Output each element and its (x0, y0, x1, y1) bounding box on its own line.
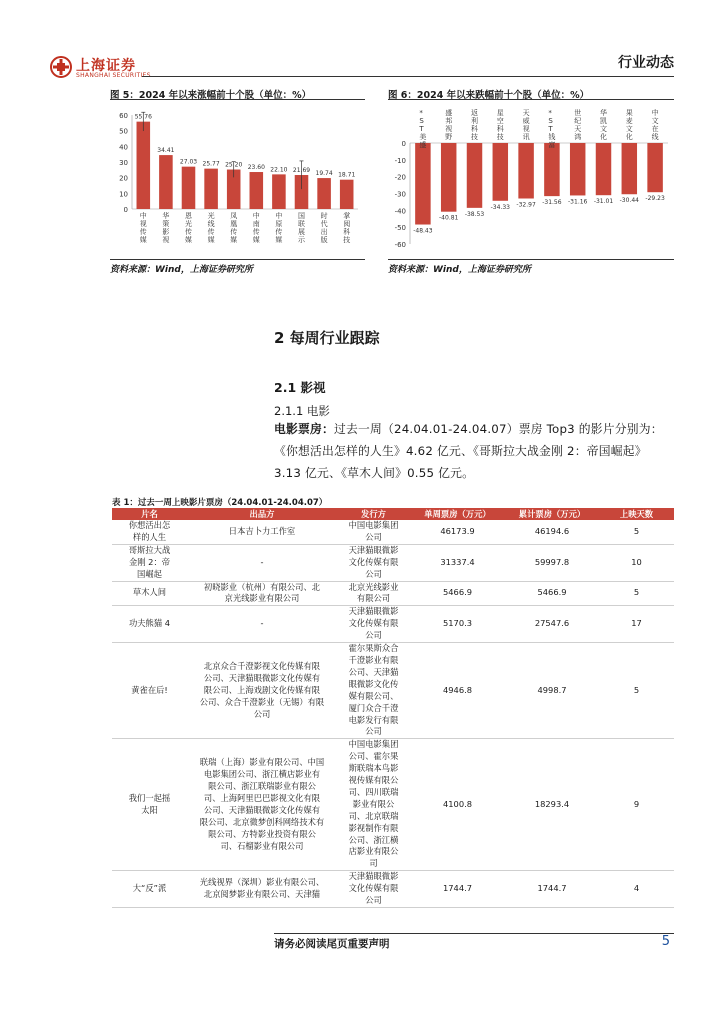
distributor-cell (337, 520, 410, 544)
days-cell: 17 (599, 606, 674, 643)
figure5-rule (110, 99, 365, 100)
weekly-box-office-cell: 1744.7 (410, 871, 505, 908)
distributor-cell-line: 公司、浙江横 (348, 834, 399, 845)
bar (415, 143, 430, 225)
y-tick-label: -50 (394, 224, 406, 233)
y-tick-label: -20 (394, 173, 406, 182)
para-line-2: 《你想活出怎样的人生》4.62 亿元、《哥斯拉大战金刚 2：帝国崛起》 (274, 444, 647, 458)
distributor-cell-line: 视传媒有限公 (348, 775, 399, 786)
data-label: 22.10 (270, 166, 288, 174)
film-name-cell (112, 581, 187, 606)
col-header-days: 上映天数 (599, 508, 674, 520)
data-label: 25.77 (202, 160, 220, 168)
film-name-cell (112, 643, 187, 739)
data-label: 27.03 (179, 158, 198, 166)
section-title: 2 每周行业跟踪 (274, 329, 380, 347)
figure6-bottom-rule (388, 259, 674, 260)
category-label: * S T 钱富 (548, 109, 556, 149)
table-row (112, 520, 674, 544)
total-box-office-cell: 4998.7 (505, 643, 599, 739)
total-box-office-cell: 46194.6 (505, 520, 599, 544)
data-label: 21.69 (292, 167, 311, 175)
producer-cell-line: - (260, 556, 264, 567)
bar (182, 167, 196, 209)
category-label: 光线传媒 (207, 212, 215, 244)
producer-cell-line: 限公司、上海戏剧文化传媒有限 (203, 684, 321, 695)
bar (159, 155, 173, 209)
bar (467, 143, 482, 208)
section-label: 行业动态 (618, 55, 674, 71)
col-header-weekly: 单周票房（万元） (410, 508, 505, 520)
total-box-office-cell: 1744.7 (505, 871, 599, 908)
category-label: 中原传媒 (275, 212, 283, 244)
distributor-cell-line: 公司 (365, 531, 382, 542)
film-name-cell (112, 520, 187, 544)
distributor-cell-line: 公司 (365, 726, 382, 737)
distributor-cell-line: 霍尔果斯众合 (348, 643, 399, 654)
producer-cell-line: 限公司、浙江联瑞影业有限公 (208, 780, 316, 791)
distributor-cell-line: 文化传媒有限 (348, 556, 399, 567)
category-label: 星空科技 (496, 109, 504, 141)
distributor-cell-line: 斯联瑞本鸟影 (348, 763, 399, 774)
category-label: 恩光传媒 (185, 212, 192, 244)
figure6-title: 图 6：2024 年以来跌幅前十个股（单位：%） (388, 90, 590, 101)
box-office-table (112, 508, 674, 908)
weekly-box-office-cell: 31337.4 (410, 544, 505, 581)
distributor-cell-line: 天津猫眼微影 (348, 871, 399, 882)
distributor-cell-line: 公司、天津猫 (348, 666, 399, 677)
table-row (112, 739, 674, 871)
producer-cell-line: 光线视界（深圳）影业有限公司、 (199, 877, 325, 888)
table-row (112, 544, 674, 581)
distributor-cell (337, 581, 410, 606)
days-cell: 4 (599, 871, 674, 908)
film-name-cell-line: 大“反”派 (132, 883, 167, 894)
para-label: 电影票房： (274, 422, 334, 436)
distributor-cell-line: 中国电影集团 (348, 520, 399, 530)
table-header-row (112, 508, 674, 520)
days-cell: 5 (599, 643, 674, 739)
producer-cell (187, 606, 337, 643)
bar (250, 172, 264, 209)
film-name-cell-line: 功夫熊猫 4 (128, 618, 171, 629)
film-name-cell (112, 606, 187, 643)
y-tick-label: 40 (119, 143, 128, 152)
y-tick-label: 10 (119, 190, 128, 199)
distributor-cell-line: 司 (369, 858, 378, 869)
bar (317, 178, 331, 209)
data-label: -40.81 (439, 214, 459, 222)
distributor-cell-line: 店影业有限公 (348, 846, 399, 857)
data-label: -38.53 (464, 210, 485, 218)
bar (340, 180, 354, 209)
total-box-office-cell: 18293.4 (505, 739, 599, 871)
figure6-chart (386, 101, 676, 261)
distributor-cell-line: 影业有限公 (352, 798, 395, 809)
distributor-cell-line: 司、四川联瑞 (348, 786, 399, 797)
data-label: -30.44 (619, 197, 639, 205)
distributor-cell-line: 公司 (365, 630, 382, 641)
distributor-cell-line: 文化传媒有限 (348, 883, 399, 894)
y-tick-label: 20 (119, 174, 128, 183)
category-label: 盛邦视野 (445, 109, 453, 141)
producer-cell-line: 公司、众合千澄影业（无锡）有限 (199, 696, 325, 707)
film-name-cell-line: 哥斯拉大战 (128, 544, 171, 555)
film-name-cell-line: 太阳 (141, 804, 158, 815)
y-tick-label: -30 (394, 190, 406, 199)
data-label: 19.74 (315, 170, 333, 178)
footer-note: 请务必阅读尾页重要声明 (274, 938, 390, 950)
distributor-cell-line: 公司 (365, 895, 382, 906)
logo-subtext: SHANGHAI SECURITIES (76, 72, 151, 79)
data-label: -31.16 (568, 198, 588, 206)
distributor-cell-line: 文化传媒有限 (348, 618, 399, 629)
film-name-cell-line: 我们一起摇 (128, 792, 171, 803)
logo-text: 上海证券 (76, 58, 136, 74)
film-name-cell (112, 739, 187, 871)
producer-cell (187, 871, 337, 908)
distributor-cell-line: 天津猫眼微影 (348, 544, 399, 555)
weekly-box-office-cell: 46173.9 (410, 520, 505, 544)
y-tick-label: 0 (123, 206, 128, 214)
distributor-cell-line: 厦门众合千澄 (348, 702, 399, 713)
bar (493, 143, 508, 201)
category-label: 返利科技 (471, 109, 478, 141)
weekly-box-office-cell: 5170.3 (410, 606, 505, 643)
film-name-cell-line: 国崛起 (137, 568, 162, 579)
category-label: 天威视讯 (522, 109, 530, 141)
producer-cell-line: 公司、天津猫眼微影文化传媒有 (203, 672, 321, 683)
bar (570, 143, 585, 195)
bar (544, 143, 559, 196)
table-title: 表 1：过去一周上映影片票房（24.04.01-24.04.07） (112, 498, 328, 508)
col-header-name: 片名 (112, 508, 187, 520)
col-header-producer: 出品方 (187, 508, 337, 520)
box-office-paragraph (274, 418, 674, 484)
producer-cell-line: 公司、天津猫眼微影文化传媒有 (203, 804, 321, 815)
weekly-box-office-cell: 4946.8 (410, 643, 505, 739)
weekly-box-office-cell: 4100.8 (410, 739, 505, 871)
producer-cell-line: 限公司、北京微梦创科网络技术有 (199, 816, 325, 827)
data-label: 55.76 (134, 113, 152, 121)
category-label: 华凯文化 (600, 109, 607, 141)
figure5-bottom-rule (110, 259, 365, 260)
para-line-3: 3.13 亿元、《草木人间》0.55 亿元。 (274, 466, 475, 480)
distributor-cell-line: 司、北京联瑞 (348, 810, 399, 821)
producer-cell (187, 739, 337, 871)
distributor-cell (337, 871, 410, 908)
producer-cell-line: 联瑞（上海）影业有限公司、中国 (199, 757, 325, 768)
distributor-cell-line: 天津猫眼微影 (348, 606, 399, 617)
bar (622, 143, 637, 194)
distributor-cell (337, 643, 410, 739)
data-label: -32.97 (516, 201, 536, 209)
distributor-cell-line: 影视制作有限 (348, 822, 399, 833)
producer-cell-line: 电影集团公司、浙江横店影业有 (203, 769, 321, 780)
producer-cell-line: 司、上海阿里巴巴影视文化有限 (203, 792, 321, 803)
footer-divider (274, 933, 674, 934)
film-name-cell (112, 871, 187, 908)
days-cell: 10 (599, 544, 674, 581)
days-cell: 5 (599, 581, 674, 606)
film-name-cell (112, 544, 187, 581)
distributor-cell-line: 公司 (365, 568, 382, 579)
bar (137, 122, 151, 209)
data-label: 23.60 (247, 164, 265, 172)
distributor-cell-line: 公司、霍尔果 (348, 751, 399, 762)
bar (441, 143, 456, 212)
figure6-rule (388, 99, 674, 100)
bar (518, 143, 533, 198)
bar (204, 169, 218, 209)
table-row (112, 643, 674, 739)
film-name-cell-line: 你想活出怎 (128, 520, 171, 530)
category-label: * S T 美盛 (419, 109, 427, 149)
y-tick-label: -60 (394, 241, 406, 249)
shanghai-securities-logo-icon (50, 56, 72, 78)
distributor-cell (337, 606, 410, 643)
days-cell: 9 (599, 739, 674, 871)
subsubsection-title: 2.1.1 电影 (274, 404, 330, 418)
category-label: 果麦文化 (625, 109, 633, 141)
bar (272, 174, 286, 209)
total-box-office-cell: 5466.9 (505, 581, 599, 606)
para-line-1: 过去一周（24.04.01-24.04.07）票房 Top3 的影片分别为： (334, 422, 663, 436)
producer-cell-line: - (260, 618, 264, 629)
figure6-source: 资料来源：Wind，上海证券研究所 (388, 265, 531, 275)
days-cell: 5 (599, 520, 674, 544)
distributor-cell-line: 千澄影业有限 (348, 654, 399, 665)
data-label: -34.33 (490, 203, 510, 211)
producer-cell-line: 北京阅梦影业有限公司、天津猫 (203, 889, 321, 900)
producer-cell (187, 544, 337, 581)
category-label: 中南传媒 (252, 212, 260, 244)
category-label: 凤凰传媒 (230, 212, 238, 244)
data-label: -31.56 (542, 199, 562, 207)
producer-cell (187, 520, 337, 544)
data-label: -31.01 (593, 198, 614, 206)
y-tick-label: 60 (119, 112, 128, 120)
film-name-cell-line: 样的人生 (132, 531, 167, 542)
distributor-cell-line: 中国电影集团 (348, 739, 399, 750)
header-divider (142, 76, 674, 77)
film-name-cell-line: 黄雀在后! (131, 684, 168, 695)
y-tick-label: 0 (401, 140, 406, 148)
data-label: 34.41 (157, 147, 175, 155)
film-name-cell-line: 金刚 2：帝 (128, 556, 171, 567)
producer-cell-line: 司、石榴影业有限公司 (220, 840, 304, 851)
table-row (112, 581, 674, 606)
category-label: 世纪天鸿 (574, 109, 582, 141)
producer-cell-line: 限公司、方特影业投资有限公 (208, 828, 316, 839)
distributor-cell (337, 739, 410, 871)
y-tick-label: -10 (394, 156, 406, 165)
col-header-distributor: 发行方 (337, 508, 410, 520)
table-row (112, 606, 674, 643)
producer-cell-line: 初晓影业（杭州）有限公司、北 (203, 581, 321, 592)
data-label: 25.20 (225, 161, 243, 169)
distributor-cell-line: 电影发行有限 (348, 714, 399, 725)
y-tick-label: -40 (394, 207, 406, 216)
figure5-source: 资料来源：Wind，上海证券研究所 (110, 265, 253, 275)
table-row (112, 871, 674, 908)
category-label: 华策影视 (162, 212, 170, 244)
producer-cell-line: 京光线影业有限公司 (224, 593, 300, 604)
distributor-cell-line: 眼微影文化传 (348, 678, 399, 689)
distributor-cell-line: 媒有限公司、 (348, 690, 399, 701)
producer-cell (187, 643, 337, 739)
figure5-title: 图 5：2024 年以来涨幅前十个股（单位：%） (110, 90, 312, 101)
data-label: 18.71 (338, 171, 356, 179)
col-header-total: 累计票房（万元） (505, 508, 599, 520)
producer-cell-line: 日本吉卜力工作室 (228, 525, 296, 536)
producer-cell-line: 公司 (253, 708, 271, 719)
weekly-box-office-cell: 5466.9 (410, 581, 505, 606)
distributor-cell-line: 北京光线影业 (348, 581, 399, 592)
category-label: 中文在线 (651, 109, 659, 141)
figure5-chart (108, 101, 368, 261)
y-tick-label: 50 (119, 127, 128, 136)
category-label: 国联展示 (298, 212, 305, 244)
total-box-office-cell: 27547.6 (505, 606, 599, 643)
category-label: 中视传媒 (139, 212, 147, 244)
distributor-cell (337, 544, 410, 581)
bar (647, 143, 662, 192)
producer-cell (187, 581, 337, 606)
bar (596, 143, 611, 195)
total-box-office-cell: 59997.8 (505, 544, 599, 581)
data-label: -48.43 (413, 227, 433, 235)
subsection-title: 2.1 影视 (274, 380, 326, 395)
category-label: 时代出版 (320, 212, 328, 244)
film-name-cell-line: 草木人间 (132, 587, 167, 598)
page-number: 5 (661, 934, 670, 949)
y-tick-label: 30 (119, 159, 128, 167)
distributor-cell-line: 有限公司 (356, 593, 391, 604)
producer-cell-line: 北京众合千澄影视文化传媒有限 (203, 660, 321, 671)
category-label: 掌阅科技 (343, 212, 351, 244)
data-label: -29.23 (645, 195, 665, 203)
